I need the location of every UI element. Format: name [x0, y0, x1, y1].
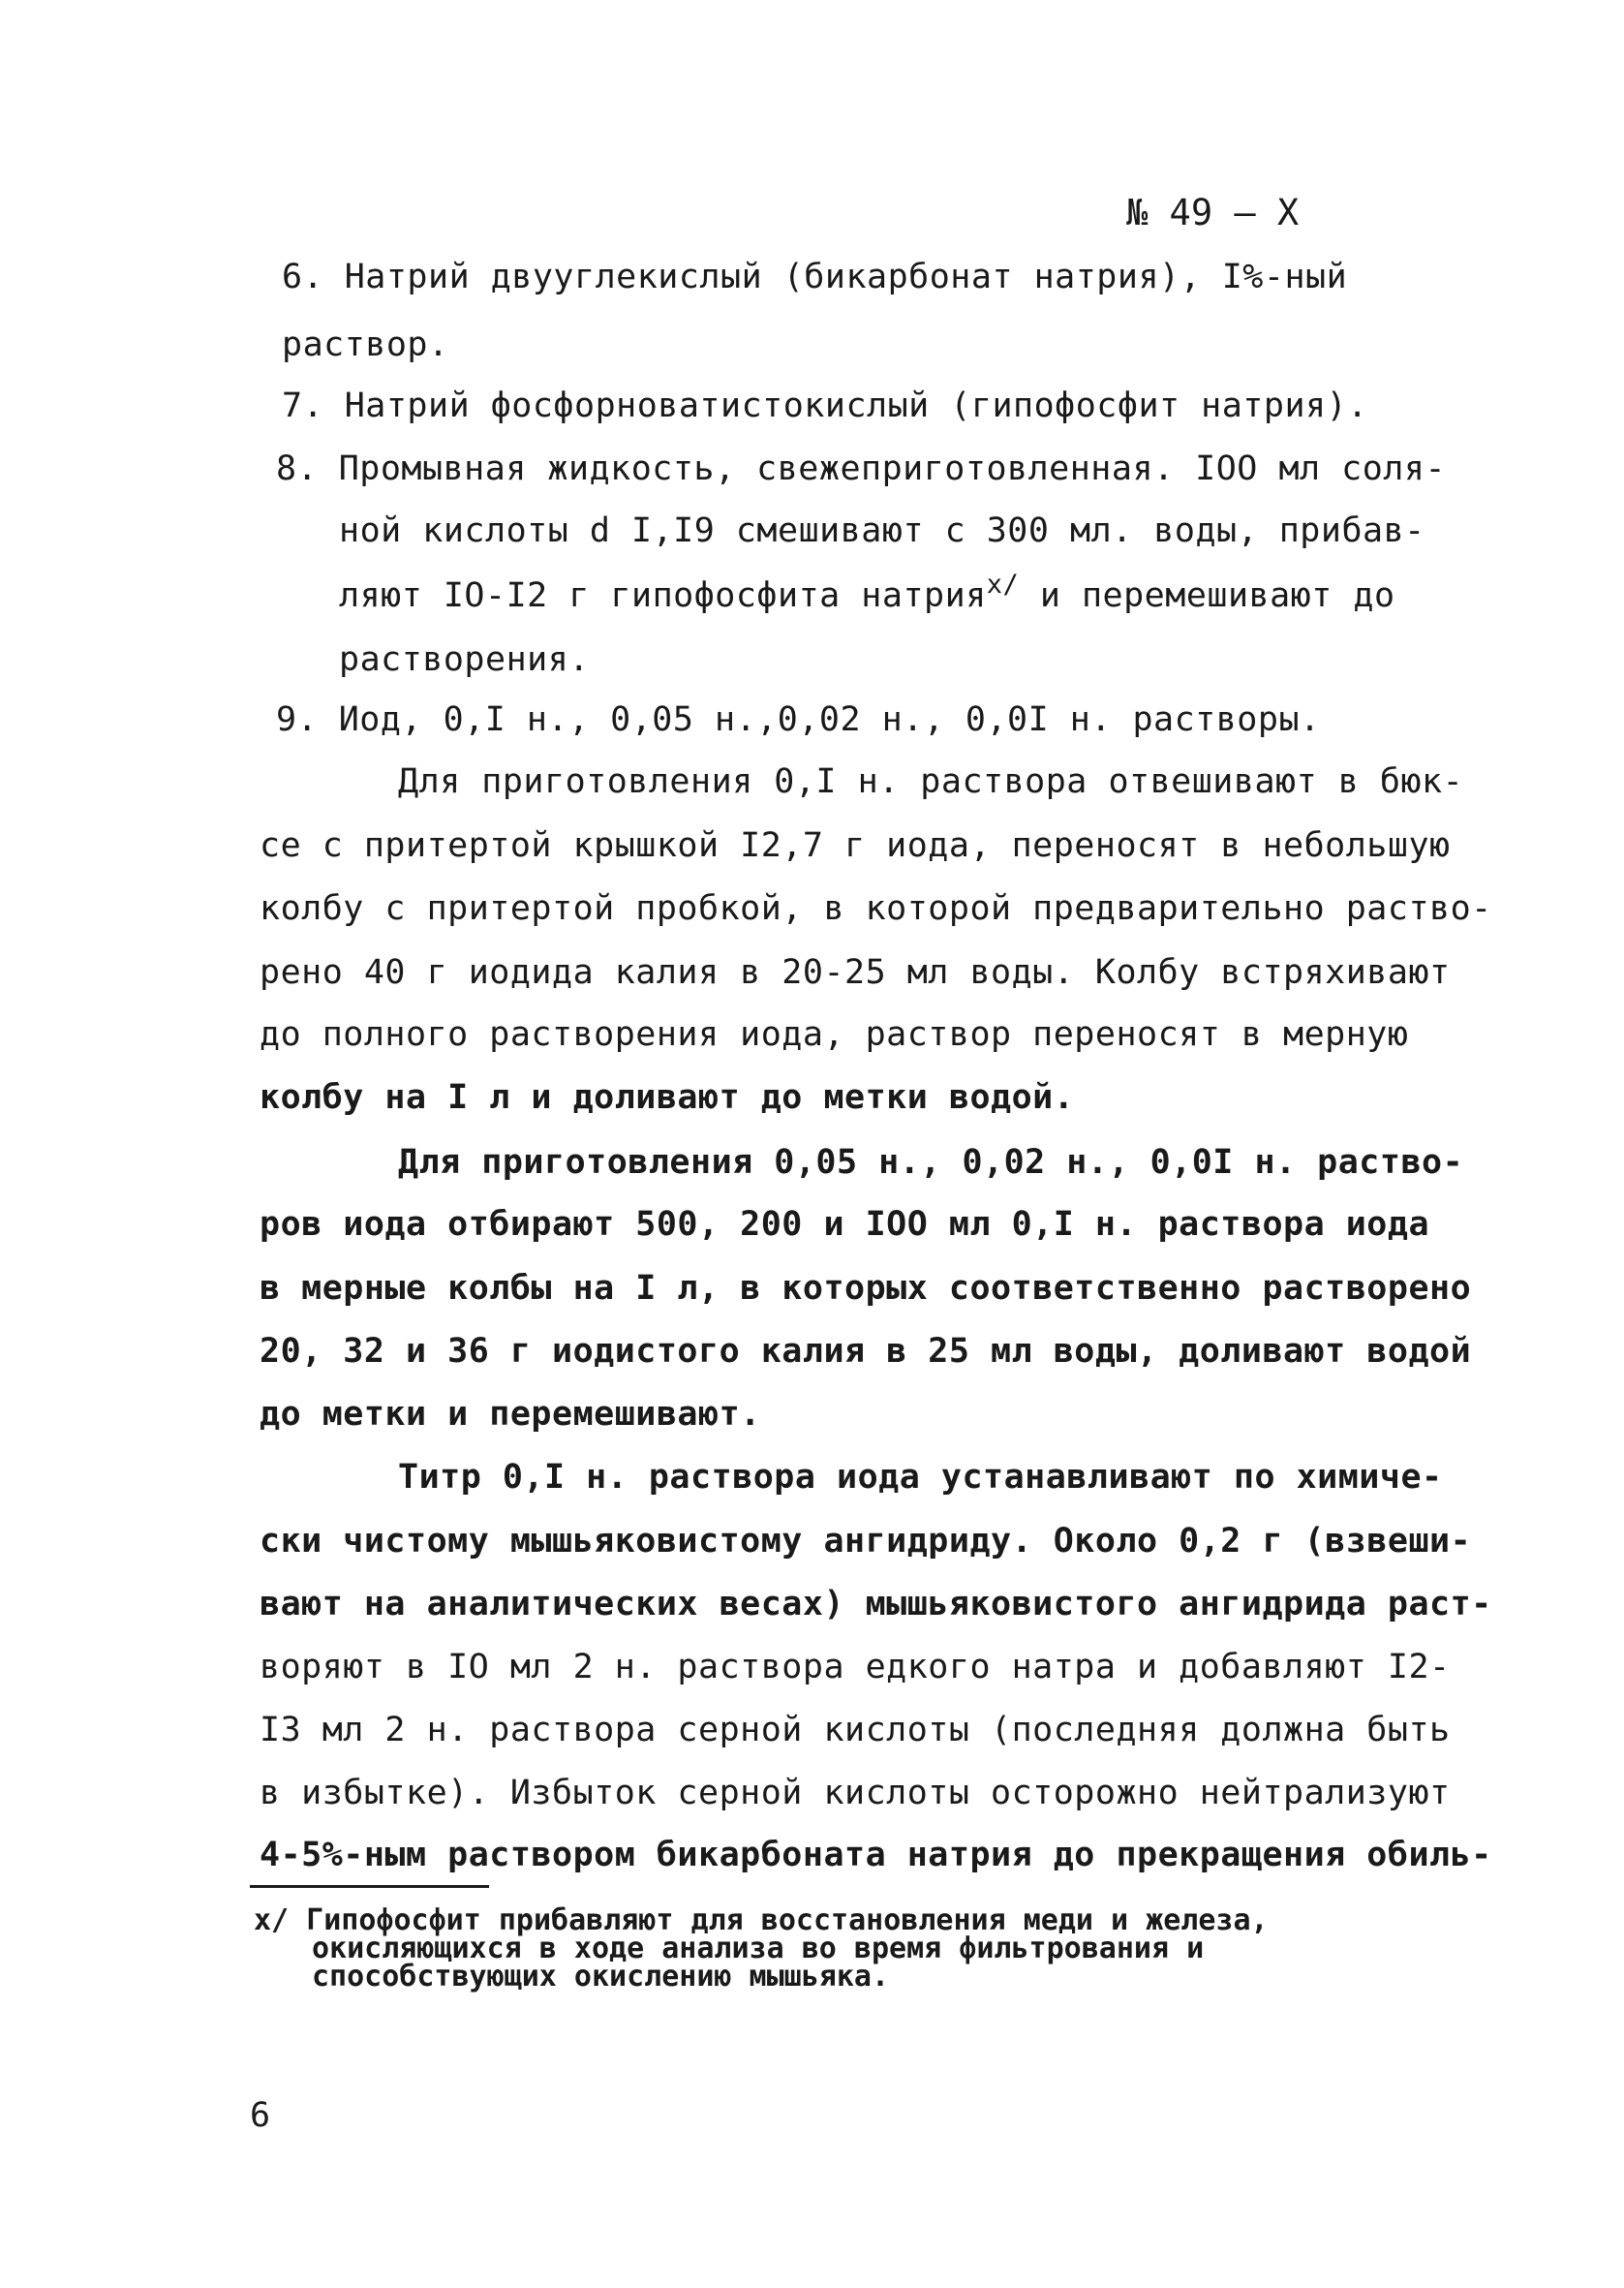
text-line: в мерные колбы на I л, в которых соответственно растворено [260, 1269, 1472, 1308]
text-line: вают на аналитических весах) мышьяковистого ангидрида раст- [260, 1585, 1492, 1623]
text-line: 9. Иод, 0,I н., 0,05 н.,0,02 н., 0,0I н. растворы. [276, 700, 1321, 739]
text-line: ной кислоты d I,I9 смешивают с 300 мл. воды, прибав- [339, 511, 1425, 550]
text-line-main: ляют IO-I2 г гипофосфита натрия [339, 576, 987, 615]
text-line: 20, 32 и 36 г иодистого калия в 25 мл воды, доливают водой [260, 1332, 1472, 1371]
text-line: 8. Промывная жидкость, свежеприготовленная. IOO мл соля- [276, 449, 1447, 488]
footnote-line: способствующих окислению мышьяка. [312, 1960, 890, 1994]
page-number: 6 [250, 2096, 271, 2135]
text-line: воряют в IO мл 2 н. раствора едкого натра и добавляют I2- [260, 1648, 1451, 1686]
text-line: Для приготовления 0,I н. раствора отвешивают в бюк- [398, 762, 1464, 801]
text-line: 6. Натрий двууглекислый (бикарбонат натрия), I%-ный [282, 258, 1348, 296]
text-line: до полного растворения иода, раствор переносят в мерную [260, 1015, 1409, 1054]
text-line: I3 мл 2 н. раствора серной кислоты (последняя должна быть [260, 1711, 1451, 1749]
footnote-line: окисляющихся в ходе анализа во время фильтрования и [312, 1932, 1205, 1965]
text-line: раствор. [282, 325, 449, 364]
text-line: ров иода отбирают 500, 200 и IOO мл 0,I н. раствора иода [260, 1205, 1430, 1244]
text-line [339, 570, 1395, 618]
text-line: Титр 0,I н. раствора иода устанавливают по химиче- [398, 1458, 1443, 1497]
text-line: растворения. [339, 640, 590, 679]
text-line: в избытке). Избыток серной кислоты осторожно нейтрализуют [260, 1774, 1451, 1812]
footnote-divider [250, 1885, 489, 1888]
text-line: ски чистому мышьяковистому ангидриду. Около 0,2 г (взвеши- [260, 1522, 1472, 1561]
footnote-line: х/ Гипофосфит прибавляют для восстановления меди и железа, [254, 1903, 1269, 1937]
text-line-tail: и перемешивают до [1019, 576, 1395, 615]
text-line: рено 40 г иодида калия в 20-25 мл воды. Колбу встряхивают [260, 953, 1451, 992]
text-line: се с притертой крышкой I2,7 г иода, переносят в небольшую [260, 826, 1451, 865]
text-line: Для приготовления 0,05 н., 0,02 н., 0,0I н. раство- [398, 1143, 1464, 1182]
document-number: № 49 – Х [1126, 192, 1300, 233]
text-line: колбу с притертой пробкой, в которой предварительно раство- [260, 889, 1492, 928]
text-line: 7. Натрий фосфорноватистокислый (гипофосфит натрия). [282, 386, 1368, 425]
text-line: 4-5%-ным раствором бикарбоната натрия до прекращения обиль- [260, 1836, 1492, 1874]
text-line: до метки и перемешивают. [260, 1395, 761, 1434]
footnote-marker: х/ [986, 570, 1020, 600]
text-line: колбу на I л и доливают до метки водой. [260, 1078, 1075, 1117]
